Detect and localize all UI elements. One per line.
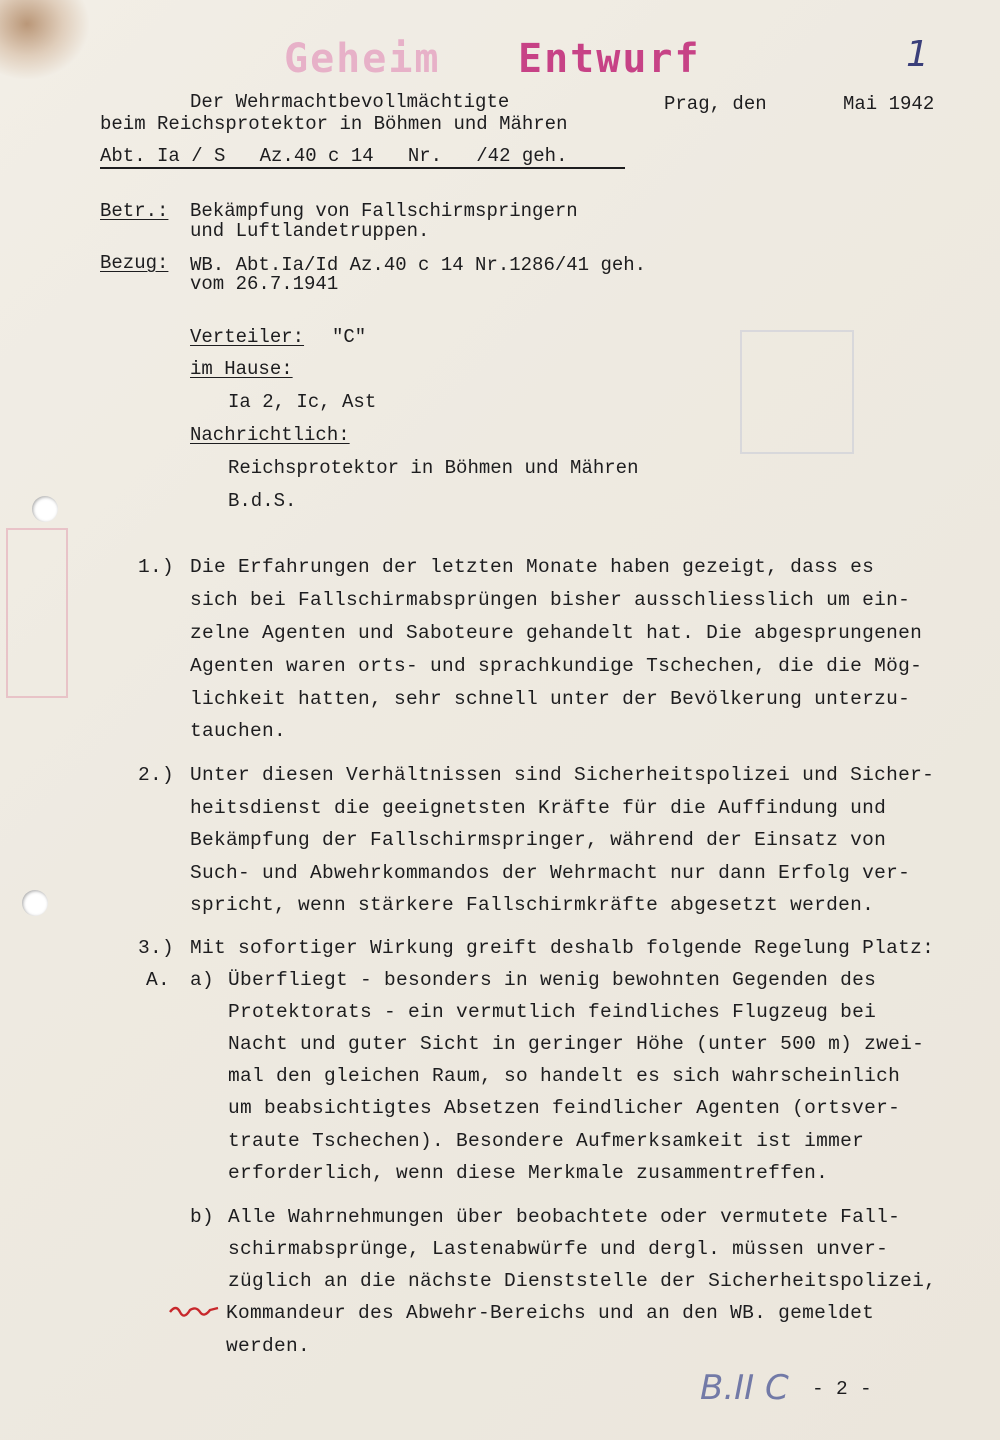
- item-a-line: erforderlich, wenn diese Merkmale zusammentreffen.: [228, 1162, 829, 1184]
- paragraph-1-line: sich bei Fallschirmabsprüngen bisher ausschliesslich um ein-: [190, 589, 911, 611]
- entwurf-stamp: Entwurf: [518, 36, 701, 82]
- paragraph-1-line: Agenten waren orts- und sprachkundige Tschechen, die die Mög-: [190, 655, 923, 677]
- reference-underline: [100, 167, 625, 169]
- item-a-line: Nacht und guter Sicht in geringer Höhe (unter 500 m) zwei-: [228, 1033, 925, 1055]
- nachrichtlich-recipient-2: B.d.S.: [228, 490, 297, 512]
- paragraph-1-line: tauchen.: [190, 720, 287, 742]
- item-b-line: schirmabsprünge, Lastenabwürfe und dergl. müssen unver-: [228, 1238, 889, 1260]
- paragraph-2-line: Such- und Abwehrkommandos der Wehrmacht nur dann Erfolg ver-: [190, 862, 911, 884]
- paragraph-2-line: Unter diesen Verhältnissen sind Sicherheitspolizei und Sicher-: [190, 764, 935, 786]
- paragraph-1-number: 1.): [138, 556, 175, 578]
- red-ink-insertion-mark: [168, 1300, 220, 1325]
- subject-label: Betr.:: [100, 200, 169, 222]
- item-b-line: Kommandeur des Abwehr-Bereichs und an den WB. gemeldet: [226, 1302, 875, 1324]
- reference-line: Abt. Ia / S Az.40 c 14 Nr. /42 geh.: [100, 145, 568, 167]
- punch-hole-bottom: [22, 890, 48, 916]
- pencil-note: B.II C: [700, 1368, 789, 1408]
- im-hause-label: im Hause:: [190, 358, 293, 380]
- sender-line-2: beim Reichsprotektor in Böhmen und Mähren: [100, 113, 568, 135]
- paragraph-2-line: heitsdienst die geeignetsten Kräfte für die Auffindung und: [190, 797, 887, 819]
- reference-label: Bezug:: [100, 252, 169, 274]
- sender-line-1: Der Wehrmachtbevollmächtigte: [190, 91, 510, 113]
- item-b-line: Alle Wahrnehmungen über beobachtete oder vermutete Fall-: [228, 1206, 901, 1228]
- item-a-line: mal den gleichen Raum, so handelt es sich wahrscheinlich: [228, 1065, 901, 1087]
- burn-stain: [0, 0, 90, 80]
- item-a-label: a): [190, 969, 215, 991]
- item-a-line: Überfliegt - besonders in wenig bewohnten Gegenden des: [228, 969, 877, 991]
- item-a-line: Protektorats - ein vermutlich feindliches Flugzeug bei: [228, 1001, 877, 1023]
- reference-line-1: WB. Abt.Ia/Id Az.40 c 14 Nr.1286/41 geh.: [190, 254, 647, 276]
- paragraph-1-line: Die Erfahrungen der letzten Monate haben gezeigt, dass es: [190, 556, 875, 578]
- item-a-line: traute Tschechen). Besondere Aufmerksamkeit ist immer: [228, 1130, 865, 1152]
- punch-hole-top: [32, 496, 58, 522]
- im-hause-value: Ia 2, Ic, Ast: [228, 391, 377, 413]
- paragraph-3-number: 3.): [138, 937, 175, 959]
- paragraph-2-line: spricht, wenn stärkere Fallschirmkräfte abgesetzt werden.: [190, 894, 875, 916]
- item-b-label: b): [190, 1206, 215, 1228]
- reference-line-2: vom 26.7.1941: [190, 273, 339, 295]
- faint-side-stamp: [6, 528, 68, 698]
- section-a-label: A.: [146, 969, 171, 991]
- verteiler-label: Verteiler:: [190, 326, 305, 348]
- page-number-mark: 1: [906, 34, 929, 75]
- item-b-line: werden.: [226, 1335, 311, 1357]
- item-a-line: um beabsichtigtes Absetzen feindlicher Agenten (ortsver-: [228, 1097, 901, 1119]
- next-page-marker: - 2 -: [812, 1378, 873, 1400]
- paragraph-1-line: lichkeit hatten, sehr schnell unter der Bevölkerung unterzu-: [190, 688, 911, 710]
- faint-receipt-stamp: [740, 330, 854, 454]
- geheim-stamp: Geheim: [284, 36, 441, 82]
- nachrichtlich-label: Nachrichtlich:: [190, 424, 350, 446]
- place-date: Prag, den: [664, 93, 767, 115]
- nachrichtlich-recipient-1: Reichsprotektor in Böhmen und Mähren: [228, 457, 639, 479]
- paragraph-3-intro: Mit sofortiger Wirkung greift deshalb folgende Regelung Platz:: [190, 937, 935, 959]
- month-year: Mai 1942: [843, 93, 935, 115]
- subject-line-1: Bekämpfung von Fallschirmspringern: [190, 200, 578, 222]
- subject-line-2: und Luftlandetruppen.: [190, 220, 430, 242]
- paragraph-1-line: zelne Agenten und Saboteure gehandelt hat. Die abgesprungenen: [190, 622, 923, 644]
- item-b-line: züglich an die nächste Dienststelle der Sicherheitspolizei,: [228, 1270, 937, 1292]
- paragraph-2-line: Bekämpfung der Fallschirmspringer, während der Einsatz von: [190, 829, 887, 851]
- verteiler-value: "C": [332, 326, 367, 348]
- paragraph-2-number: 2.): [138, 764, 175, 786]
